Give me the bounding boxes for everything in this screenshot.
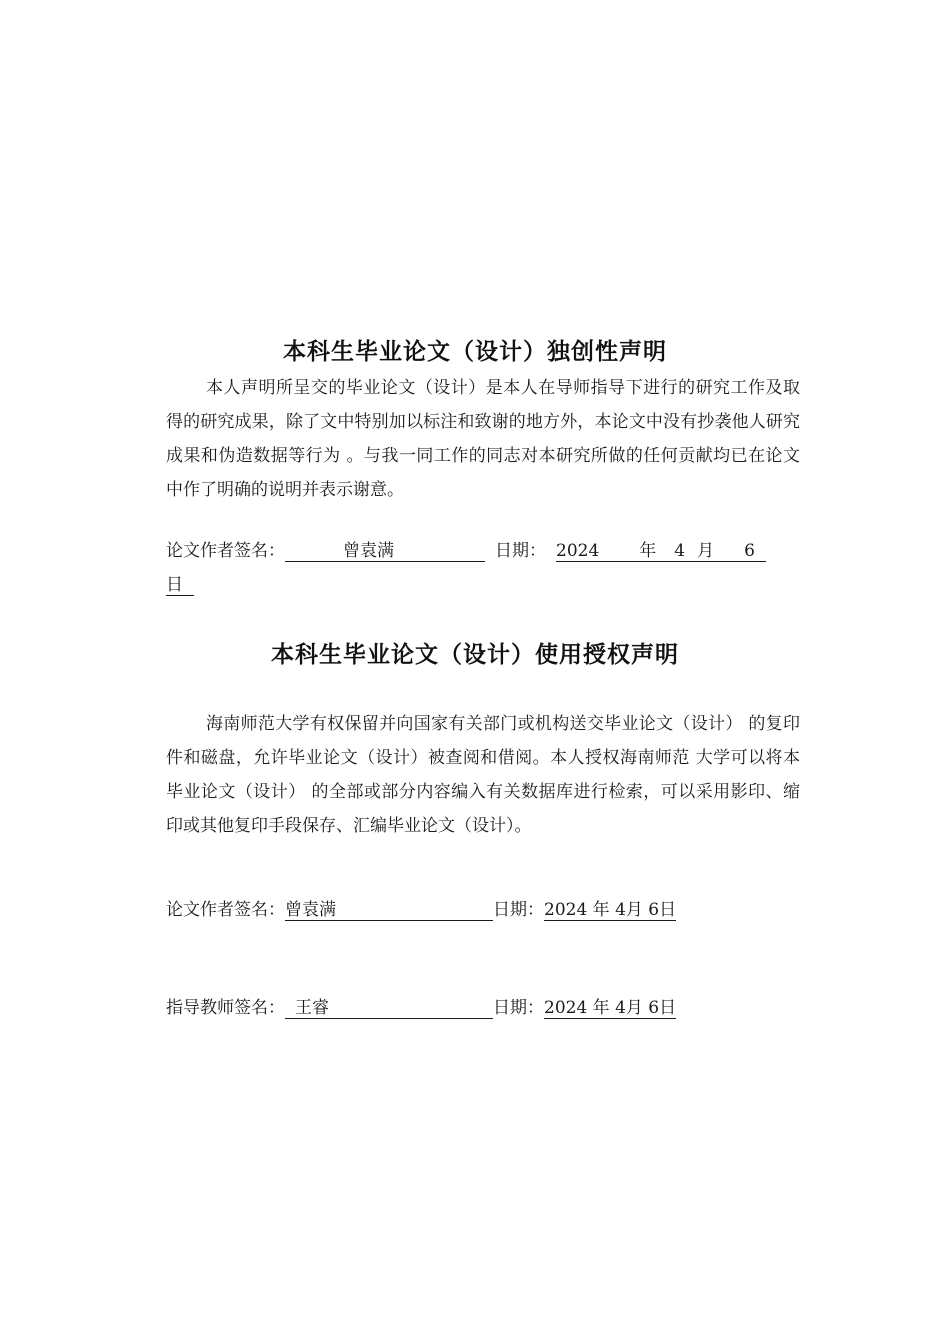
date-month-unit: 月 [697, 541, 715, 561]
originality-declaration-title: 本科生毕业论文（设计）独创性声明 [283, 339, 667, 365]
authorization-declaration-title: 本科生毕业论文（设计）使用授权声明 [271, 642, 679, 668]
date-label: 日期： [495, 541, 546, 561]
author-signature-field [285, 900, 493, 921]
advisor-date: 2024 年 4月 6日 [544, 998, 677, 1018]
originality-signature-line [166, 539, 766, 563]
author-name: 曾袁满 [343, 541, 394, 561]
author-signature-label: 论文作者签名： [166, 541, 285, 561]
date-day-unit: 日 [166, 575, 194, 596]
author-signature-label: 论文作者签名： [166, 900, 285, 920]
date-field [556, 541, 766, 562]
authorization-author-signature-line [166, 898, 676, 922]
advisor-name: 王睿 [295, 998, 329, 1018]
advisor-signature-label: 指导教师签名： [166, 998, 285, 1018]
date-month: 4 [674, 541, 686, 561]
author-date: 2024 年 4月 6日 [544, 900, 677, 920]
author-name: 曾袁满 [285, 900, 336, 920]
author-date-label: 日期： [493, 900, 544, 920]
date-year-unit: 年 [639, 541, 657, 561]
originality-signature-line-wrap [166, 573, 194, 597]
originality-declaration-paragraph: 本人声明所呈交的毕业论文（设计）是本人在导师指导下进行的研究工作及取得的研究成果，除了文中特别加以标注和致谢的地方外，本论文中没有抄袭他人研究成果和伪造数据等行为 。与我一同工作的同志对本研究所做的任何贡献均已在论文中作了明确的说明并表示谢意。 [166, 378, 800, 500]
advisor-date-label: 日期： [493, 998, 544, 1018]
date-year: 2024 [556, 541, 600, 561]
advisor-signature-line [166, 996, 676, 1020]
author-signature-field [285, 541, 485, 562]
authorization-declaration-paragraph: 海南师范大学有权保留并向国家有关部门或机构送交毕业论文（设计） 的复印件和磁盘，允许毕业论文（设计）被查阅和借阅。本人授权海南师范 大学可以将本毕业论文（设计） 的全部或部分内容编入有关数据库进行检索，可以采用影印、缩印或其他复印手段保存、汇编毕业论文（设计）。 [166, 714, 800, 836]
advisor-signature-field [285, 998, 493, 1019]
date-day: 6 [744, 541, 755, 561]
